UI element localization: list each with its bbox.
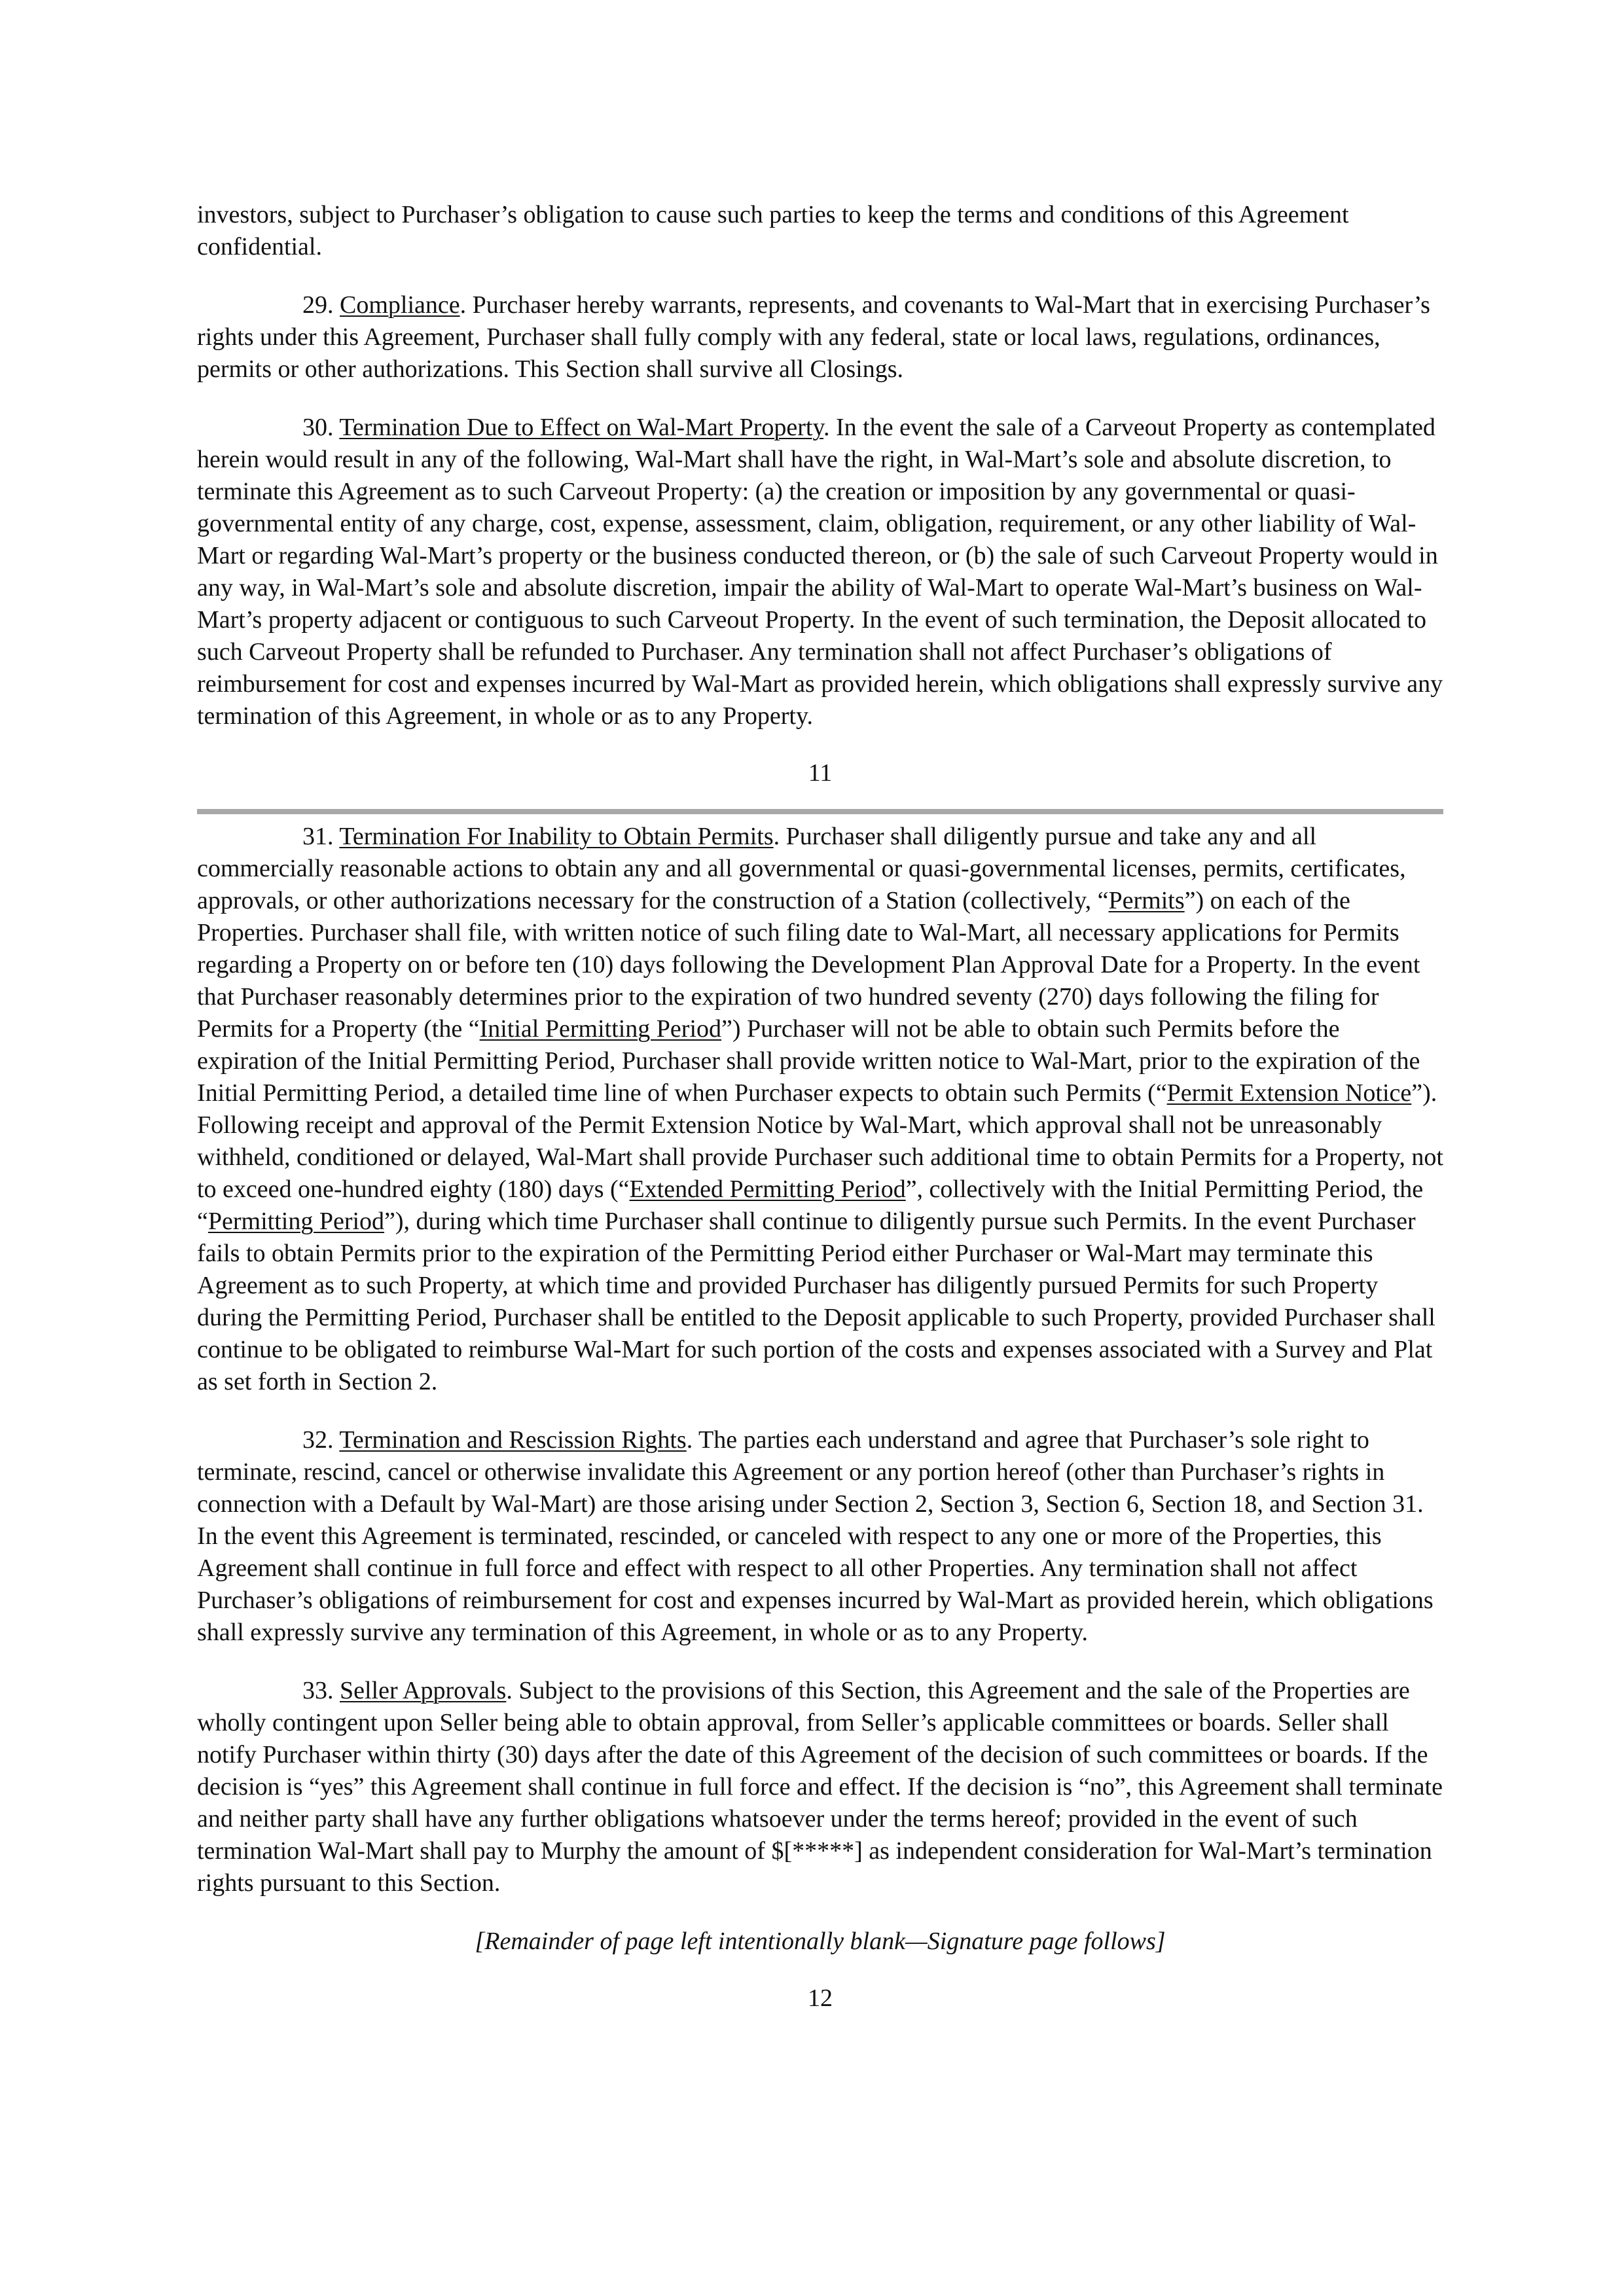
defined-term-permits: Permits — [1108, 887, 1185, 914]
section-32-body: . The parties each understand and agree that Purchaser’s sole right to terminate, rescind, cancel or otherwise invalidate this Agreement or any portion hereof (other than Purchaser’s rights in connection with a Default by Wal-Mart) are those arising under Section 2, Section 3, Section 6, Section 18, and Section 31. In the event this Agreement is terminated, rescinded, or canceled with respect to any one or more of the Properties, this Agreement shall continue in full force and effect with respect to all other Properties. Any termination shall not affect Purchaser’s obligations of reimbursement for cost and expenses incurred by Wal-Mart as provided herein, which obligations shall expressly survive any termination of this Agreement, in whole or as to any Property. — [197, 1426, 1434, 1646]
section-33-body: . Subject to the provisions of this Section, this Agreement and the sale of the Properties are wholly contingent upon Seller being able to obtain approval, from Seller’s applicable committees or boards. Seller shall notify Purchaser within thirty (30) days after the date of this Agreement of the decision of such committees or boards. If the decision is “yes” this Agreement shall continue in full force and effect. If the decision is “no”, this Agreement shall terminate and neither party shall have any further obligations whatsoever under the terms hereof; provided in the event of such termination Wal-Mart shall pay to Murphy the amount of $[*****] as independent consideration for Wal-Mart’s termination rights pursuant to this Section. — [197, 1677, 1443, 1897]
page-number-12: 12 — [808, 1984, 833, 2012]
page-number-11: 11 — [808, 759, 833, 787]
section-31-paragraph — [197, 821, 1443, 1398]
carryover-paragraph: investors, subject to Purchaser’s obligation to cause such parties to keep the terms and conditions of this Agreement confidential. — [197, 201, 1349, 260]
section-31-number: 31. — [302, 823, 340, 850]
section-29-body: . Purchaser hereby warrants, represents, and covenants to Wal-Mart that in exercising Purchaser’s rights under this Agreement, Purchaser shall fully comply with any federal, state or local laws, regulations, ordinances, permits or other authorizations. This Section shall survive all Closings. — [197, 291, 1430, 383]
defined-term-extended-permitting-period: Extended Permitting Period — [629, 1175, 906, 1203]
section-30-body: . In the event the sale of a Carveout Property as contemplated herein would result in any of the following, Wal-Mart shall have the right, in Wal-Mart’s sole and absolute discretion, to terminate this Agreement as to such Carveout Property: (a) the creation or imposition by any governmental or quasi-governmental entity of any charge, cost, expense, assessment, claim, obligation, requirement, or any other liability of Wal-Mart or regarding Wal-Mart’s property or the business conducted thereon, or (b) the sale of such Carveout Property would in any way, in Wal-Mart’s sole and absolute discretion, impair the ability of Wal-Mart to operate Wal-Mart’s business on Wal-Mart’s property adjacent or contiguous to such Carveout Property. In the event of such termination, the Deposit allocated to such Carveout Property shall be refunded to Purchaser. Any termination shall not affect Purchaser’s obligations of reimbursement for cost and expenses incurred by Wal-Mart as provided herein, which obligations shall expressly survive any termination of this Agreement, in whole or as to any Property. — [197, 414, 1443, 730]
section-31-title: Termination For Inability to Obtain Permits — [339, 823, 774, 850]
defined-term-initial-permitting-period: Initial Permitting Period — [479, 1015, 722, 1043]
defined-term-permitting-period: Permitting Period — [208, 1208, 385, 1235]
section-30-title: Termination Due to Effect on Wal-Mart Property — [339, 414, 823, 441]
section-30-paragraph — [197, 412, 1443, 732]
section-31-text: . Purchaser shall diligently pursue and take any and all commercially reasonable actions to obtain any and all governmental or quasi-governmental licenses, permits, certificates, approvals, or other authorizations necessary for the construction of a Station (collectively, “ — [197, 823, 1406, 914]
document-page — [197, 199, 1443, 2015]
section-31-text: ”) Purchaser will not be able to obtain such Permits before the expiration of the Initial Permitting Period, Purchaser shall provide written notice to Wal-Mart, prior to the expiration of the Initial Permitting Period, a detailed time line of when Purchaser expects to obtain such Permits (“ — [197, 1015, 1420, 1107]
section-31-text: ”, collectively with the Initial Permitting Period, the “ — [197, 1175, 1424, 1235]
section-31-text: ”) on each of the Properties. Purchaser shall file, with written notice of such filing date to Wal-Mart, all necessary applications for Permits regarding a Property on or before ten (10) days following the Development Plan Approval Date for a Property. In the event that Purchaser reasonably determines prior to the expiration of two hundred seventy (270) days following the filing for Permits for a Property (the “ — [197, 887, 1420, 1043]
section-33-title: Seller Approvals — [340, 1677, 507, 1704]
defined-term-permit-extension-notice: Permit Extension Notice — [1166, 1079, 1412, 1107]
section-32-number: 32. — [302, 1426, 340, 1454]
section-33-paragraph — [197, 1675, 1443, 1899]
section-29-paragraph — [197, 289, 1443, 386]
page-break-divider — [197, 809, 1443, 814]
section-31-text: ”), during which time Purchaser shall continue to diligently pursue such Permits. In the event Purchaser fails to obtain Permits prior to the expiration of the Permitting Period either Purchaser or Wal-Mart may terminate this Agreement as to such Property, at which time and provided Purchaser has diligently pursued Permits for such Property during the Permitting Period, Purchaser shall be entitled to the Deposit applicable to such Property, provided Purchaser shall continue to be obligated to reimburse Wal-Mart for such portion of the costs and expenses associated with a Survey and Plat as set forth in Section 2. — [197, 1208, 1435, 1395]
section-29-title: Compliance — [340, 291, 460, 319]
remainder-note: [Remainder of page left intentionally blank—Signature page follows] — [475, 1928, 1166, 1955]
section-30-number: 30. — [302, 414, 340, 441]
section-33-number: 33. — [302, 1677, 340, 1704]
section-29-number: 29. — [302, 291, 340, 319]
section-32-title: Termination and Rescission Rights — [339, 1426, 687, 1454]
section-31-text: ”). Following receipt and approval of the Permit Extension Notice by Wal-Mart, which approval shall not be unreasonably withheld, conditioned or delayed, Wal-Mart shall provide Purchaser such additional time to obtain Permits for a Property, not to exceed one-hundred eighty (180) days (“ — [197, 1079, 1443, 1203]
section-32-paragraph — [197, 1424, 1443, 1649]
